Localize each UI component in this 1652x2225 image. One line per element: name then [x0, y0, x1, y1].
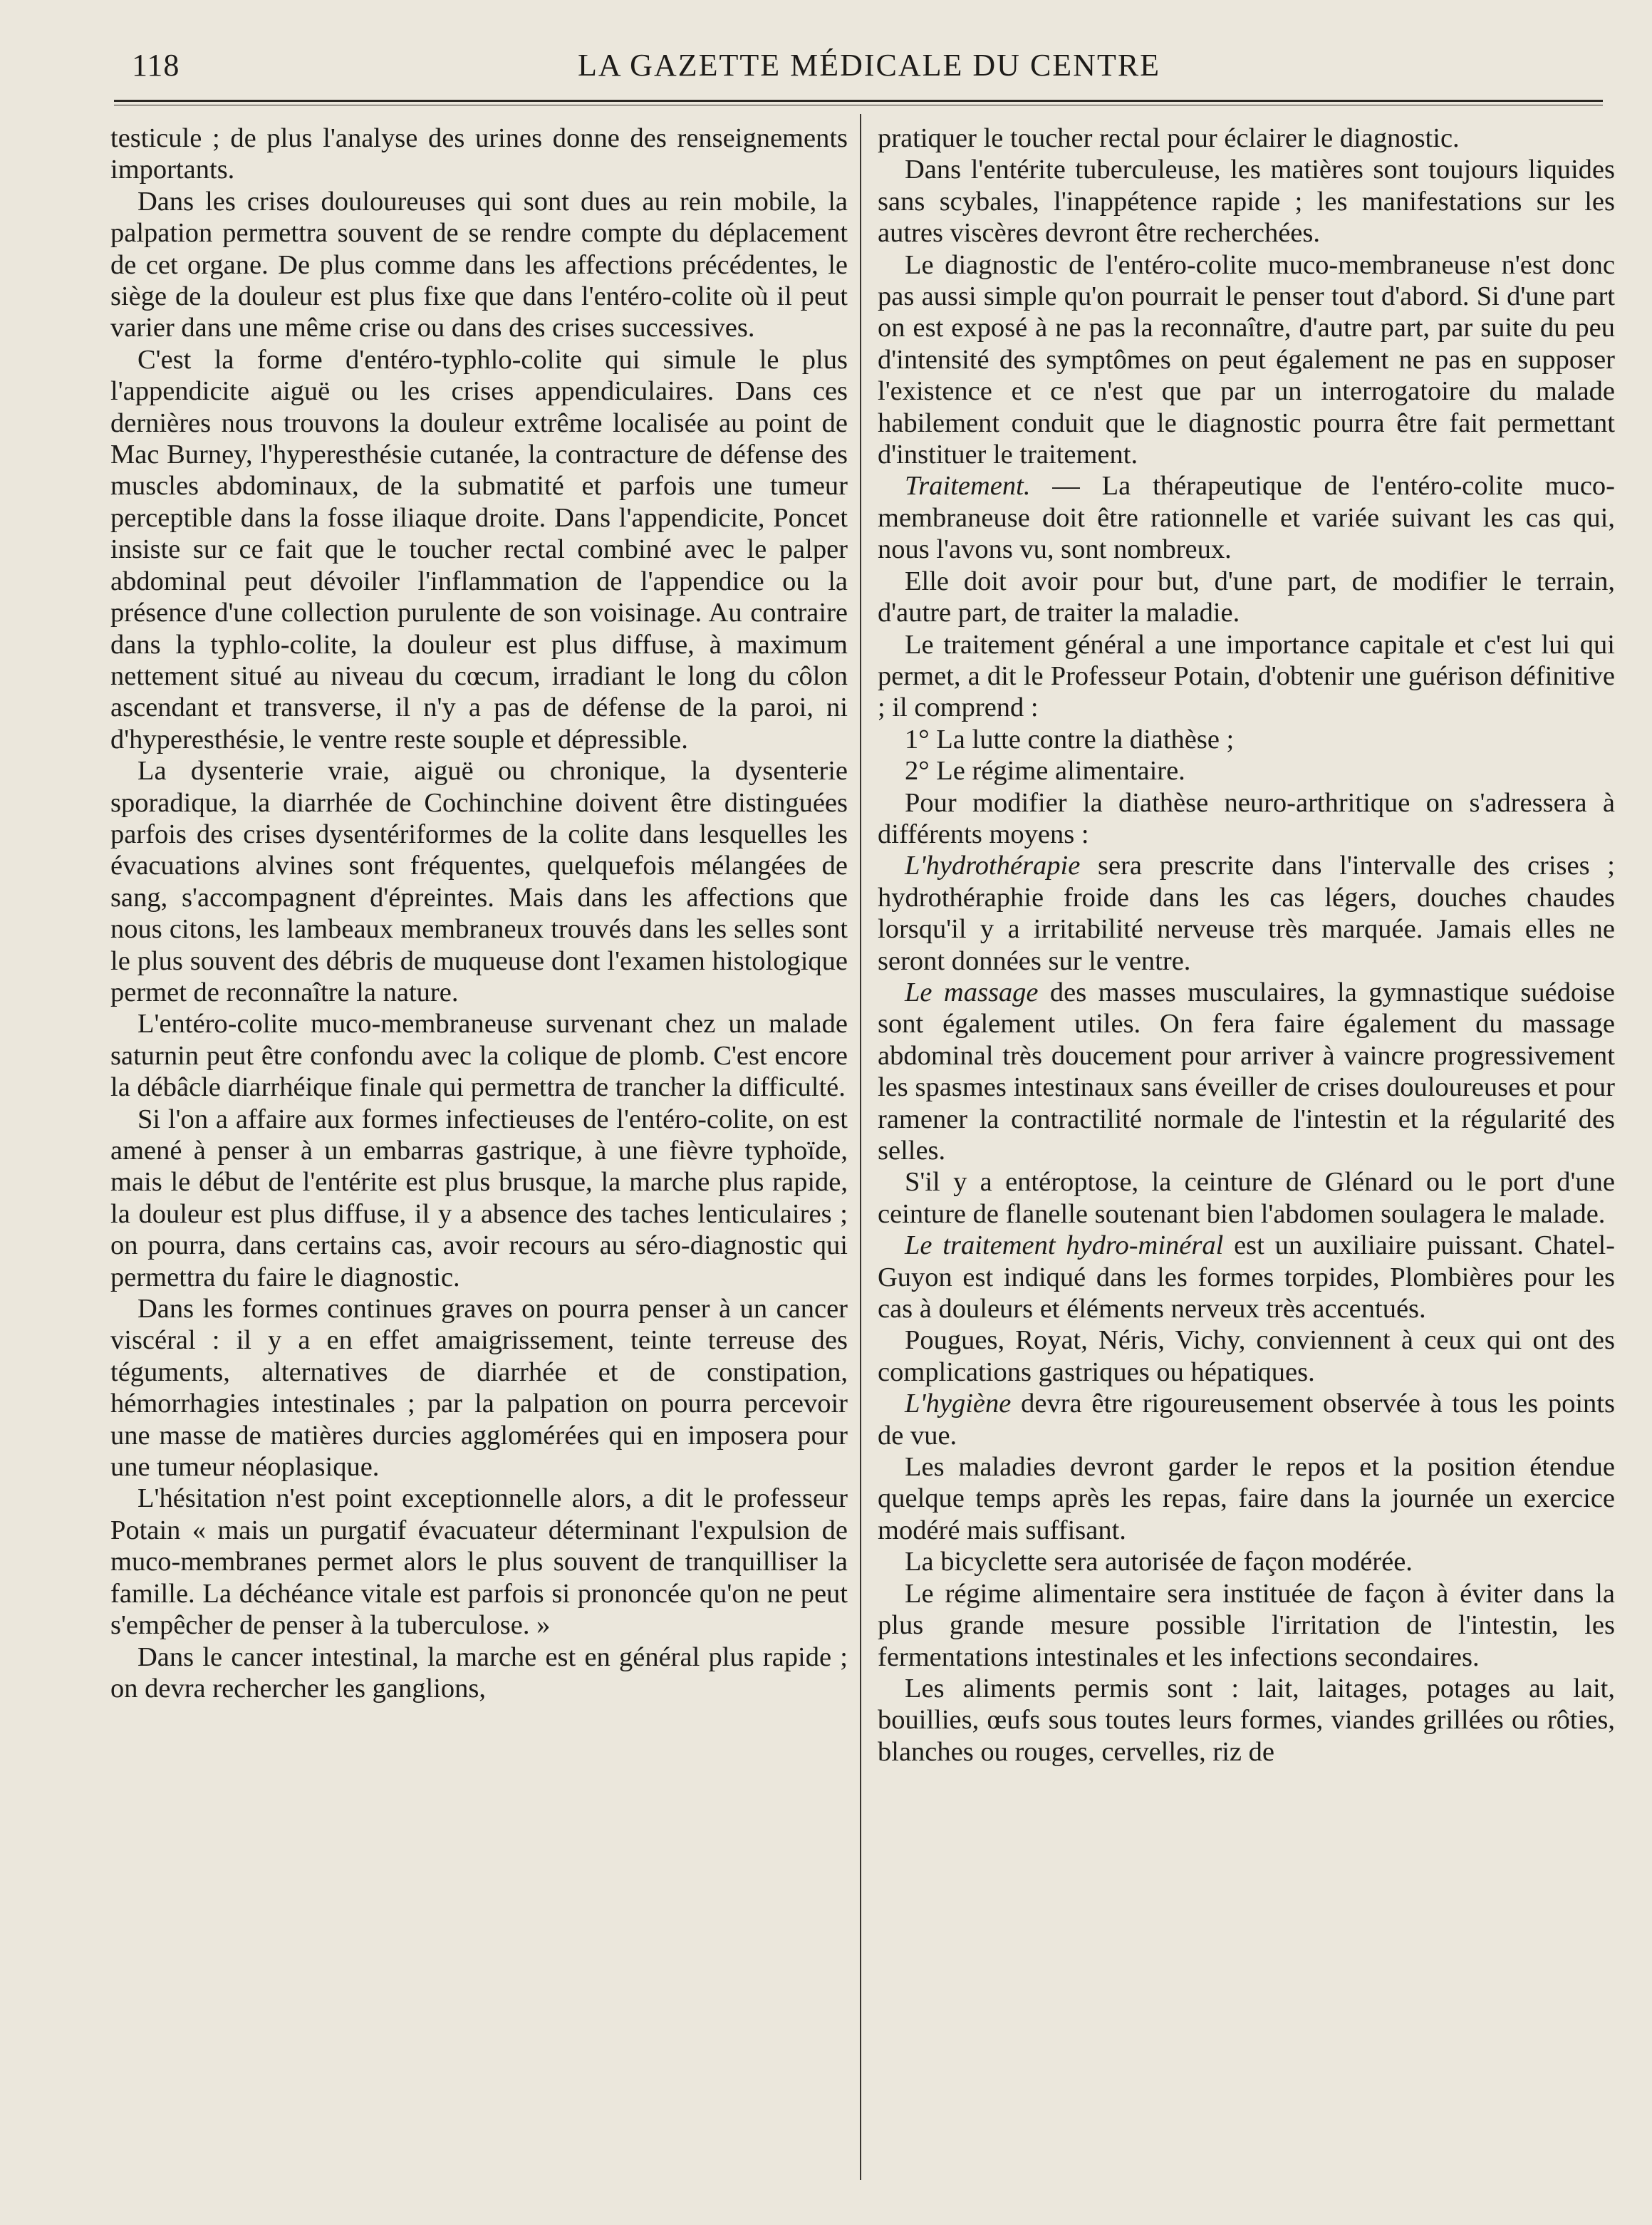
paragraph: pratiquer le toucher rectal pour éclairer le diagnostic. [878, 123, 1460, 153]
paragraph-hygiene [878, 1388, 1615, 1451]
paragraph: Le diagnostic de l'entéro-colite muco-membraneuse n'est donc pas aussi simple qu'on pourrait le penser tout d'abord. Si d'une part on est exposé à ne pas la reconnaître, d'autre part, par suite du peu d'intensité des symptômes on peut également ne pas en supposer l'existence et ce n'est que par un interrogatoire du malade habilement conduit que le diagnostic pourra être fait permettant d'instituer le traitement. [878, 249, 1615, 470]
column-divider [860, 114, 861, 2180]
paragraph: La bicyclette sera autorisée de façon modérée. [905, 1547, 1413, 1577]
page-number: 118 [132, 48, 180, 83]
paragraph-text: devra être rigoureusement observée à tous les points de vue. [878, 1389, 1615, 1451]
journal-title: LA GAZETTE MÉDICALE DU CENTRE [577, 48, 1161, 83]
paragraph: Elle doit avoir pour but, d'une part, de modifier le terrain, d'autre part, de traiter la maladie. [878, 566, 1615, 628]
paragraph: Dans le cancer intestinal, la marche est en général plus rapide ; on devra rechercher les ganglions, [110, 1641, 848, 1703]
italic-term: L'hydrothérapie [905, 851, 1081, 881]
paragraph: Les maladies devront garder le repos et la position étendue quelque temps après les repas, faire dans la journée un exercice modéré mais suffisant. [878, 1452, 1615, 1545]
paragraph: Pougues, Royat, Néris, Vichy, conviennent à ceux qui ont des complications gastriques ou hépatiques. [878, 1325, 1615, 1387]
list-item: 1° La lutte contre la diathèse ; [905, 724, 1235, 754]
paragraph: Dans les formes continues graves on pourra penser à un cancer viscéral : il y a en effet amaigrissement, teinte terreuse des téguments, alternatives de diarrhée et de constipation, hémorrhagies intestinales ; par la palpation on pourra percevoir une masse de matières durcies agglomérées qui en imposera pour une tumeur néoplasique. [110, 1294, 848, 1483]
paragraph: S'il y a entéroptose, la ceinture de Glénard ou le port d'une ceinture de flanelle soutenant bien l'abdomen soulagera le malade. [878, 1167, 1615, 1229]
paragraph: La dysenterie vraie, aiguë ou chronique, la dysenterie sporadique, la diarrhée de Cochinchine doivent être distinguées parfois des crises dysentériformes de la colite dans lesquelles les évacuations alvines sont fréquentes, quelquefois mélangées de sang, s'accompagnent d'épreintes. Mais dans les affections que nous citons, les lambeaux membraneux trouvés dans les selles sont le plus souvent des débris de muqueuse dont l'examen histologique permet de reconnaître la nature. [110, 756, 848, 1007]
italic-term: Traitement. [905, 471, 1031, 502]
paragraph: L'entéro-colite muco-membraneuse survenant chez un malade saturnin peut être confondu avec la colique de plomb. C'est encore la débâcle diarrhéique finale qui permettra de trancher la difficulté. [110, 1009, 848, 1103]
header-rule [114, 100, 1603, 105]
paragraph-text: des masses musculaires, la gymnastique suédoise sont également utiles. On fera faire également du massage abdominal très doucement pour arriver à vaincre progressivement les spasmes intestinaux sans éveiller de crises douloureuses et pour ramener la contractilité normale de l'intestin et la régularité des selles. [878, 977, 1615, 1166]
right-column [878, 123, 1615, 2210]
paragraph: testicule ; de plus l'analyse des urines donne des renseignements importants. [110, 123, 848, 185]
page-header [132, 47, 1606, 90]
paragraph-massage [878, 977, 1615, 1166]
left-column [110, 123, 848, 2210]
paragraph: Si l'on a affaire aux formes infectieuses de l'entéro-colite, on est amené à penser à un embarras gastrique, à une fièvre typhoïde, mais le début de l'entérite est plus brusque, la marche plus rapide, la douleur est plus diffuse, il y a absence des taches lenticulaires ; on pourra, dans certains cas, avoir recours au séro-diagnostic qui permettra du faire le diagnostic. [110, 1104, 848, 1292]
paragraph: Dans les crises douloureuses qui sont dues au rein mobile, la palpation permettra souvent de se rendre compte du déplacement de cet organe. De plus comme dans les affections précédentes, le siège de la douleur est plus fixe que dans l'entéro-colite où il peut varier dans une même crise ou dans des crises successives. [110, 186, 848, 343]
paragraph-text: sera prescrite dans l'intervalle des crises ; hydrothéraphie froide dans les cas légers, douches chaudes lorsqu'il y a irritabilité nerveuse très marquée. Jamais elles ne seront données sur le ventre. [878, 851, 1615, 976]
paragraph: Le traitement général a une importance capitale et c'est lui qui permet, a dit le Professeur Potain, d'obtenir une guérison définitive ; il comprend : [878, 629, 1615, 723]
italic-term: Le traitement hydro-minéral [905, 1230, 1224, 1261]
italic-term: Le massage [905, 977, 1039, 1007]
paragraph-traitement [878, 470, 1615, 565]
paragraph-hydrotherapie [878, 850, 1615, 977]
paragraph-text: est un auxiliaire puissant. Chatel-Guyon est indiqué dans les formes torpides, Plombières pour les cas à douleurs et éléments nerveux très accentués. [878, 1230, 1615, 1324]
paragraph-hydro-mineral [878, 1230, 1615, 1324]
italic-term: L'hygiène [905, 1389, 1012, 1419]
paragraph: C'est la forme d'entéro-typhlo-colite qui simule le plus l'appendicite aiguë ou les crises appendiculaires. Dans ces dernières nous trouvons la douleur extrême localisée au point de Mac Burney, l'hyperesthésie cutanée, la contracture de défense des muscles abdominaux, de la submatité et parfois une tumeur perceptible dans la fosse iliaque droite. Dans l'appendicite, Poncet insiste sur ce fait que le toucher rectal combiné avec le palper abdominal peut dévoiler l'inflammation de l'appendice ou la présence d'une collection purulente de son voisinage. Au contraire dans la typhlo-colite, la douleur est plus diffuse, à maximum nettement situé au niveau du cœcum, irradiant le long du côlon ascendant et transverse, il n'y a pas de défense de la paroi, ni d'hyperesthésie, le ventre reste souple et dépressible. [110, 344, 848, 754]
paragraph: Dans l'entérite tuberculeuse, les matières sont toujours liquides sans scybales, l'inappétence rapide ; les manifestations sur les autres viscères devront être recherchées. [878, 155, 1615, 249]
paragraph: Pour modifier la diathèse neuro-arthritique on s'adressera à différents moyens : [878, 787, 1615, 849]
paragraph: Le régime alimentaire sera instituée de façon à éviter dans la plus grande mesure possible l'irritation de l'intestin, les fermentations intestinales et les infections secondaires. [878, 1578, 1615, 1672]
paragraph: Les aliments permis sont : lait, laitages, potages au lait, bouillies, œufs sous toutes leurs formes, viandes grillées ou rôties, blanches ou rouges, cervelles, riz de [878, 1673, 1615, 1767]
paragraph: L'hésitation n'est point exceptionnelle alors, a dit le professeur Potain « mais un purgatif évacuateur déterminant l'expulsion de muco-membranes permet alors le plus souvent de tranquilliser la famille. La déchéance vitale est parfois si prononcée qu'on ne peut s'empêcher de penser à la tuberculose. » [110, 1483, 848, 1641]
list-item: 2° Le régime alimentaire. [905, 756, 1185, 787]
paragraph-text: — La thérapeutique de l'entéro-colite muco-membraneuse doit être rationnelle et variée suivant les cas qui, nous l'avons vu, sont nombreux. [878, 471, 1615, 565]
